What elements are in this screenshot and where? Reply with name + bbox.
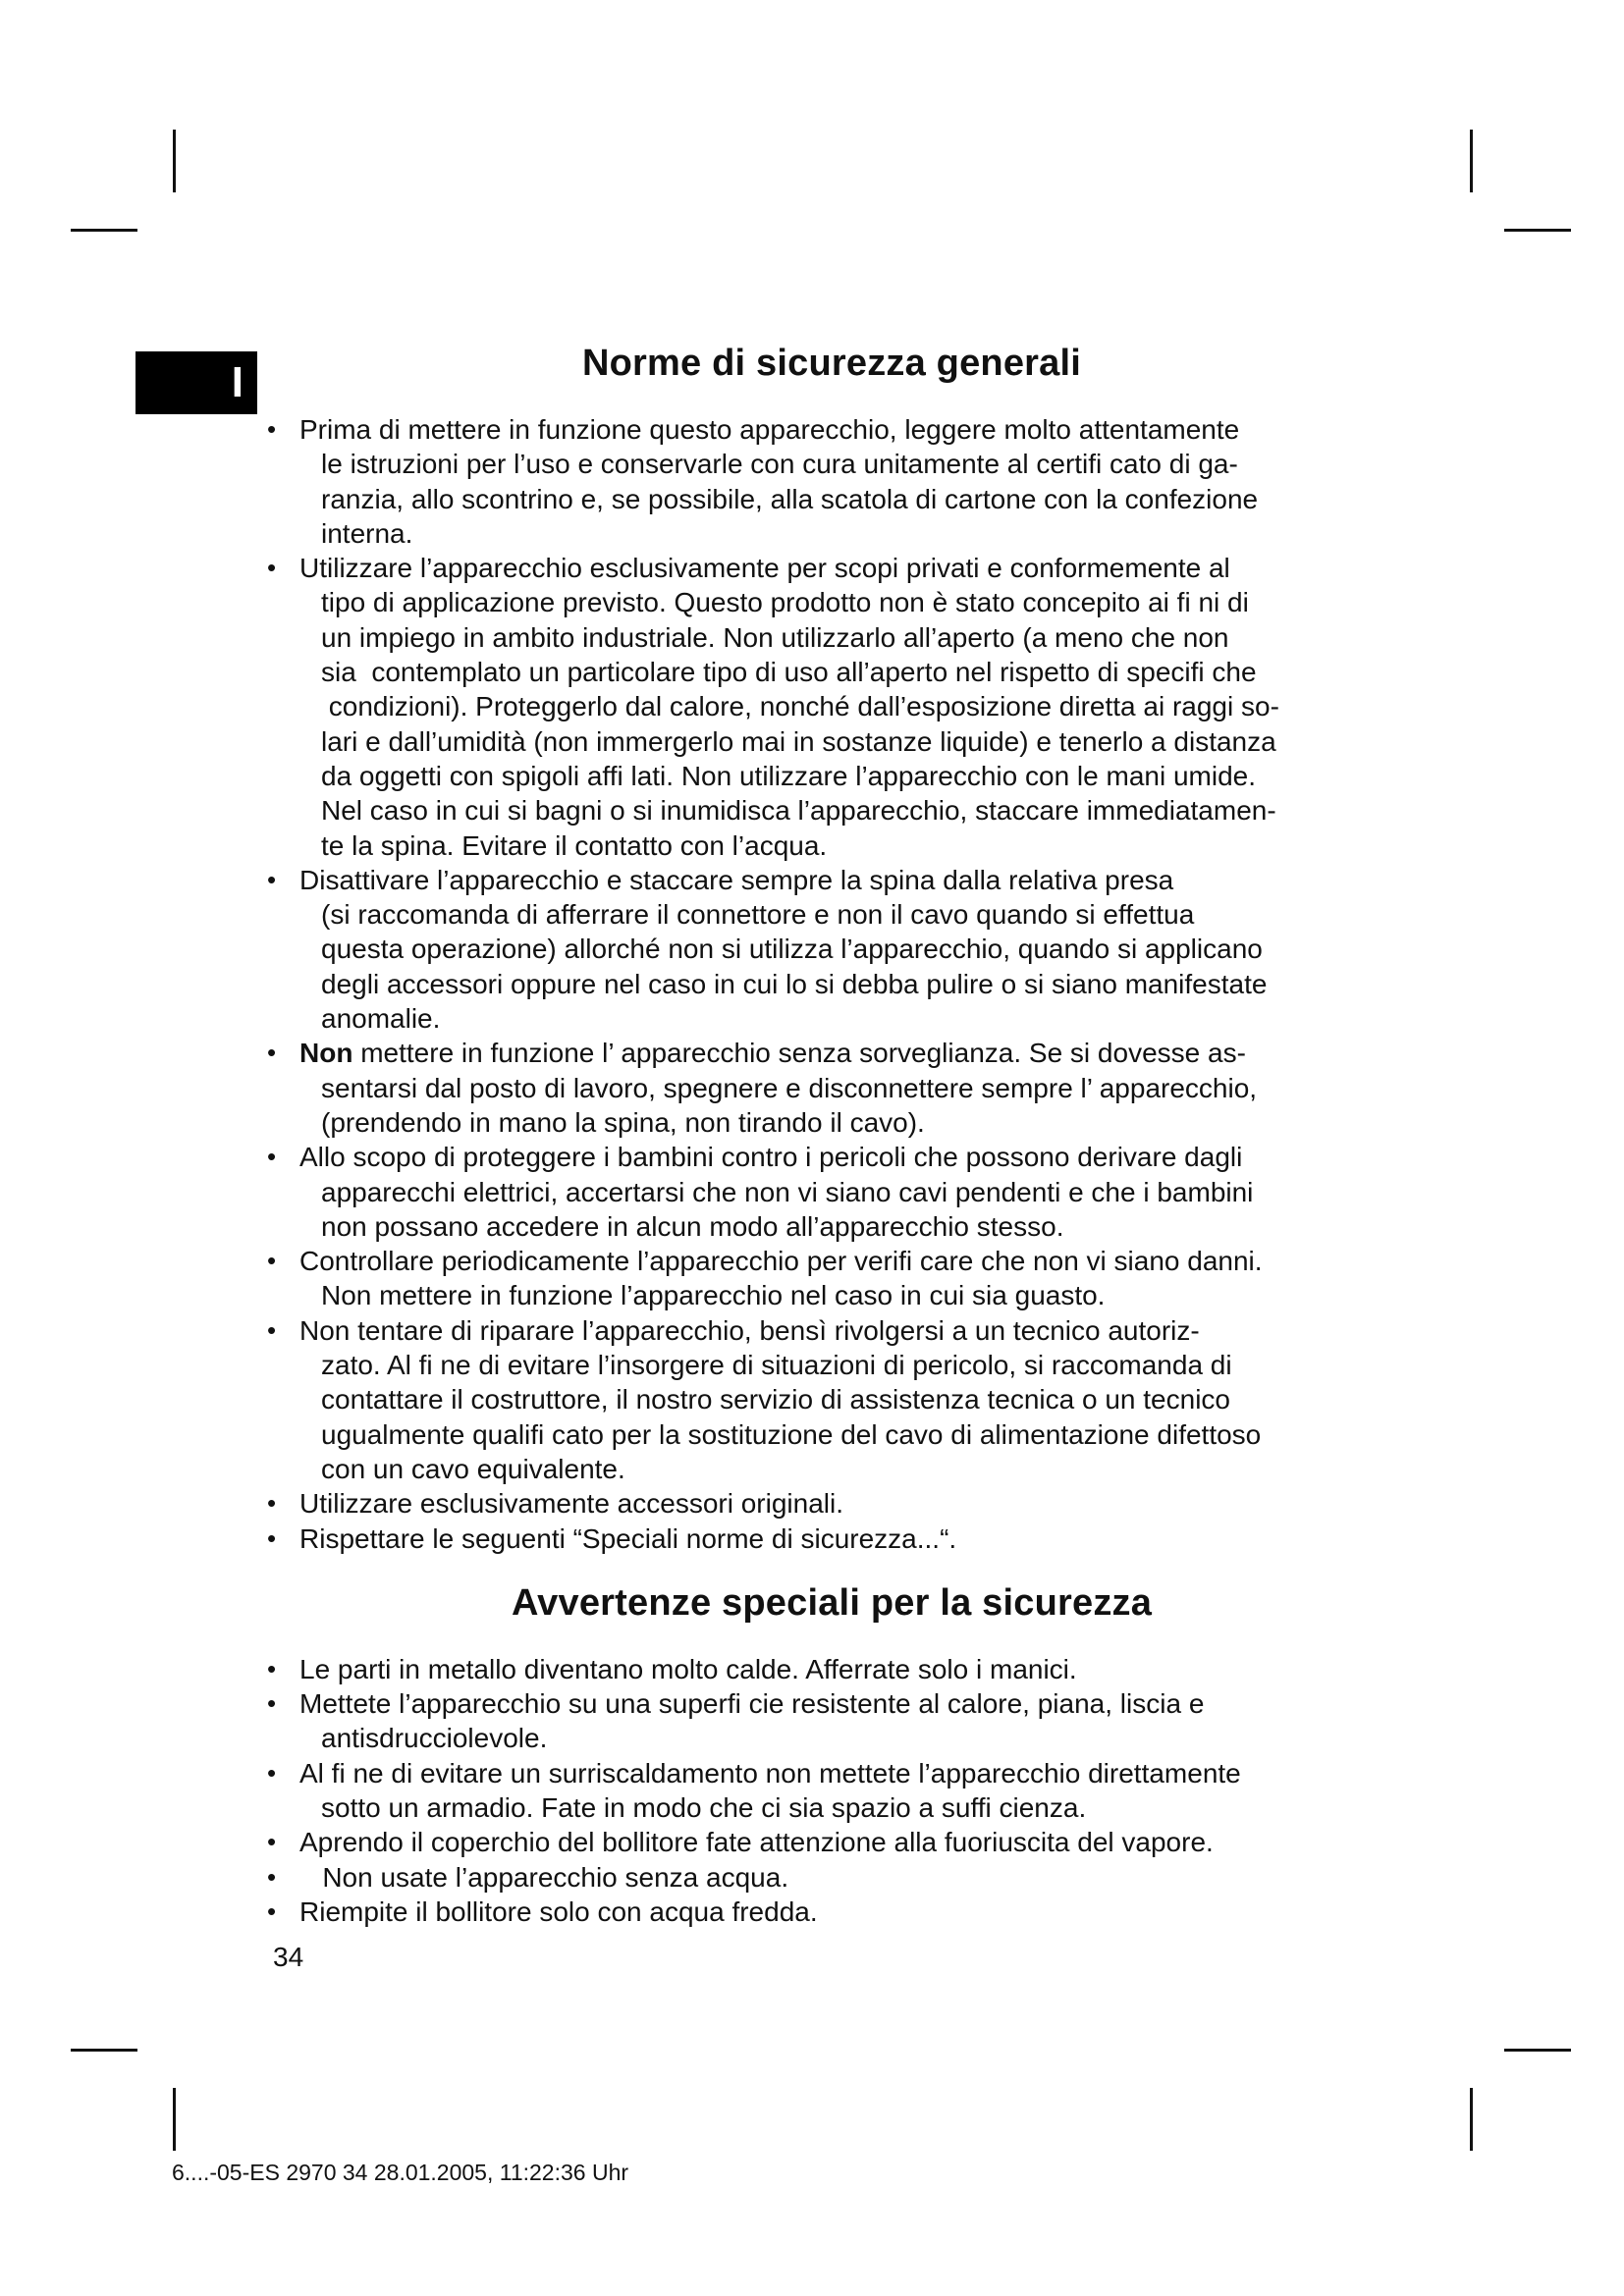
list-item — [267, 863, 1396, 1036]
main-content — [267, 334, 1396, 1929]
list-item — [267, 1860, 1396, 1895]
emphasis: Non — [299, 1038, 353, 1069]
crop-mark-bottom-right-horizontal — [1504, 2049, 1571, 2052]
list-item — [267, 1244, 1396, 1313]
list-item — [267, 1036, 1396, 1140]
bullet-icon: • — [267, 1142, 277, 1172]
list-item — [267, 1522, 1396, 1556]
print-footer: 6....-05-ES 2970 34 28.01.2005, 11:22:36 Uhr — [172, 2160, 629, 2185]
item-text-continuation: anomalie. — [321, 1003, 441, 1035]
bullet-icon: • — [267, 1522, 277, 1553]
item-text-continuation: ranzia, allo scontrino e, se possibile, alla scatola di cartone con la confezione — [321, 483, 1259, 514]
item-text: Non tentare di riparare l’apparecchio, bensì rivolgersi a un tecnico autoriz- — [299, 1314, 1200, 1346]
item-text-continuation: lari e dall’umidità (non immergerlo mai in sostanze liquide) e tenerlo a distanza — [321, 725, 1276, 757]
item-text-continuation: zato. Al fi ne di evitare l’insorgere di situazioni di pericolo, si raccomanda di — [321, 1350, 1232, 1381]
item-text: Non usate l’apparecchio senza acqua. — [299, 1861, 789, 1893]
list-item — [267, 1140, 1396, 1244]
item-text: Al fi ne di evitare un surriscaldamento non mettete l’apparecchio direttamente — [299, 1757, 1241, 1789]
bullet-icon: • — [267, 1896, 277, 1926]
item-text-continuation: apparecchi elettrici, accertarsi che non vi siano cavi pendenti e che i bambini — [321, 1176, 1254, 1207]
item-text: Prima di mettere in funzione questo apparecchio, leggere molto attentamente — [299, 414, 1240, 445]
bullet-icon: • — [267, 1757, 277, 1788]
bullet-icon: • — [267, 1827, 277, 1857]
list-item — [267, 1686, 1396, 1756]
list-item — [267, 412, 1396, 551]
item-text: Riempite il bollitore solo con acqua fredda. — [299, 1896, 818, 1927]
item-text: Utilizzare esclusivamente accessori originali. — [299, 1488, 843, 1520]
item-text-continuation: (prendendo in mano la spina, non tirando il cavo). — [321, 1106, 925, 1138]
page-number: 34 — [273, 1942, 304, 1972]
item-text: mettere in funzione l’ apparecchio senza sorveglianza. Se si dovesse as- — [352, 1038, 1246, 1069]
item-text-continuation: (si raccomanda di afferrare il connettore e non il cavo quando si effettua — [321, 899, 1195, 931]
item-text-continuation: sia contemplato un particolare tipo di uso all’aperto nel rispetto di specifi che — [321, 657, 1257, 688]
item-text-continuation: da oggetti con spigoli affi lati. Non utilizzare l’apparecchio con le mani umide. — [321, 760, 1257, 791]
item-text-continuation: te la spina. Evitare il contatto con l’acqua. — [321, 829, 828, 861]
list-item — [267, 1486, 1396, 1521]
item-text-continuation: interna. — [321, 517, 413, 549]
list-item — [267, 1756, 1396, 1826]
crop-mark-top-left-vertical — [173, 130, 176, 192]
item-text: Rispettare le seguenti “Speciali norme di sicurezza...“. — [299, 1522, 957, 1554]
item-text-continuation: contattare il costruttore, il nostro servizio di assistenza tecnica o un tecnico — [321, 1384, 1230, 1415]
item-text: Mettete l’apparecchio su una superfi cie resistente al calore, piana, liscia e — [299, 1688, 1205, 1720]
language-tab-label: I — [231, 358, 244, 406]
bullet-icon: • — [267, 1488, 277, 1519]
item-text-continuation: questa operazione) allorché non si utilizza l’apparecchio, quando si applicano — [321, 934, 1263, 965]
bullet-icon: • — [267, 1653, 277, 1683]
section-title-special-safety: Avvertenze speciali per la sicurezza — [511, 1581, 1153, 1624]
item-text-continuation: le istruzioni per l’uso e conservarle con cura unitamente al certifi cato di ga- — [321, 449, 1238, 480]
item-text-continuation: un impiego in ambito industriale. Non utilizzarlo all’aperto (a meno che non — [321, 621, 1229, 653]
bullet-icon: • — [267, 414, 277, 444]
crop-mark-top-left-horizontal — [71, 229, 137, 232]
list-item — [267, 1895, 1396, 1929]
item-text-continuation: Nel caso in cui si bagni o si inumidisca l’apparecchio, staccare immediatamen- — [321, 795, 1276, 827]
crop-mark-top-right-horizontal — [1504, 229, 1571, 232]
general-safety-list — [267, 412, 1396, 1556]
special-safety-list — [267, 1652, 1396, 1929]
crop-mark-bottom-right-vertical — [1470, 2088, 1473, 2151]
item-text-continuation: sotto un armadio. Fate in modo che ci sia spazio a suffi cienza. — [321, 1791, 1087, 1823]
bullet-icon: • — [267, 553, 277, 583]
bullet-icon: • — [267, 1314, 277, 1345]
item-text: Controllare periodicamente l’apparecchio per verifi care che non vi siano danni. — [299, 1246, 1263, 1277]
list-item — [267, 1825, 1396, 1859]
item-text: Disattivare l’apparecchio e staccare sempre la spina dalla relativa presa — [299, 864, 1174, 895]
item-text-continuation: con un cavo equivalente. — [321, 1453, 625, 1484]
section-title-general-safety: Norme di sicurezza generali — [581, 343, 1082, 384]
item-text-continuation: Non mettere in funzione l’apparecchio nel caso in cui sia guasto. — [321, 1280, 1106, 1311]
item-text: Le parti in metallo diventano molto calde. Afferrate solo i manici. — [299, 1653, 1077, 1684]
item-text-continuation: sentarsi dal posto di lavoro, spegnere e disconnettere sempre l’ apparecchio, — [321, 1072, 1258, 1103]
list-item — [267, 1652, 1396, 1686]
bullet-icon: • — [267, 1861, 277, 1892]
crop-mark-bottom-left-horizontal — [71, 2049, 137, 2052]
item-text-continuation: ugualmente qualifi cato per la sostituzione del cavo di alimentazione difettoso — [321, 1418, 1262, 1450]
item-text-continuation: non possano accedere in alcun modo all’apparecchio stesso. — [321, 1210, 1064, 1242]
list-item — [267, 551, 1396, 863]
item-text-continuation: condizioni). Proteggerlo dal calore, nonché dall’esposizione diretta ai raggi so- — [321, 691, 1279, 722]
item-text-continuation: degli accessori oppure nel caso in cui lo si debba pulire o si siano manifestate — [321, 968, 1268, 999]
item-text-continuation: antisdrucciolevole. — [321, 1723, 548, 1754]
crop-mark-top-right-vertical — [1470, 130, 1473, 192]
bullet-icon: • — [267, 1246, 277, 1276]
bullet-icon: • — [267, 1038, 277, 1068]
item-text-continuation: tipo di applicazione previsto. Questo prodotto non è stato concepito ai fi ni di — [321, 587, 1249, 618]
item-text: Aprendo il coperchio del bollitore fate attenzione alla fuoriuscita del vapore. — [299, 1827, 1214, 1858]
list-item — [267, 1313, 1396, 1486]
item-text: Allo scopo di proteggere i bambini contro i pericoli che possono derivare dagli — [299, 1142, 1243, 1173]
item-text: Utilizzare l’apparecchio esclusivamente per scopi privati e conformemente al — [299, 553, 1230, 584]
crop-mark-bottom-left-vertical — [173, 2088, 176, 2151]
language-tab — [135, 351, 257, 414]
bullet-icon: • — [267, 864, 277, 894]
bullet-icon: • — [267, 1688, 277, 1719]
